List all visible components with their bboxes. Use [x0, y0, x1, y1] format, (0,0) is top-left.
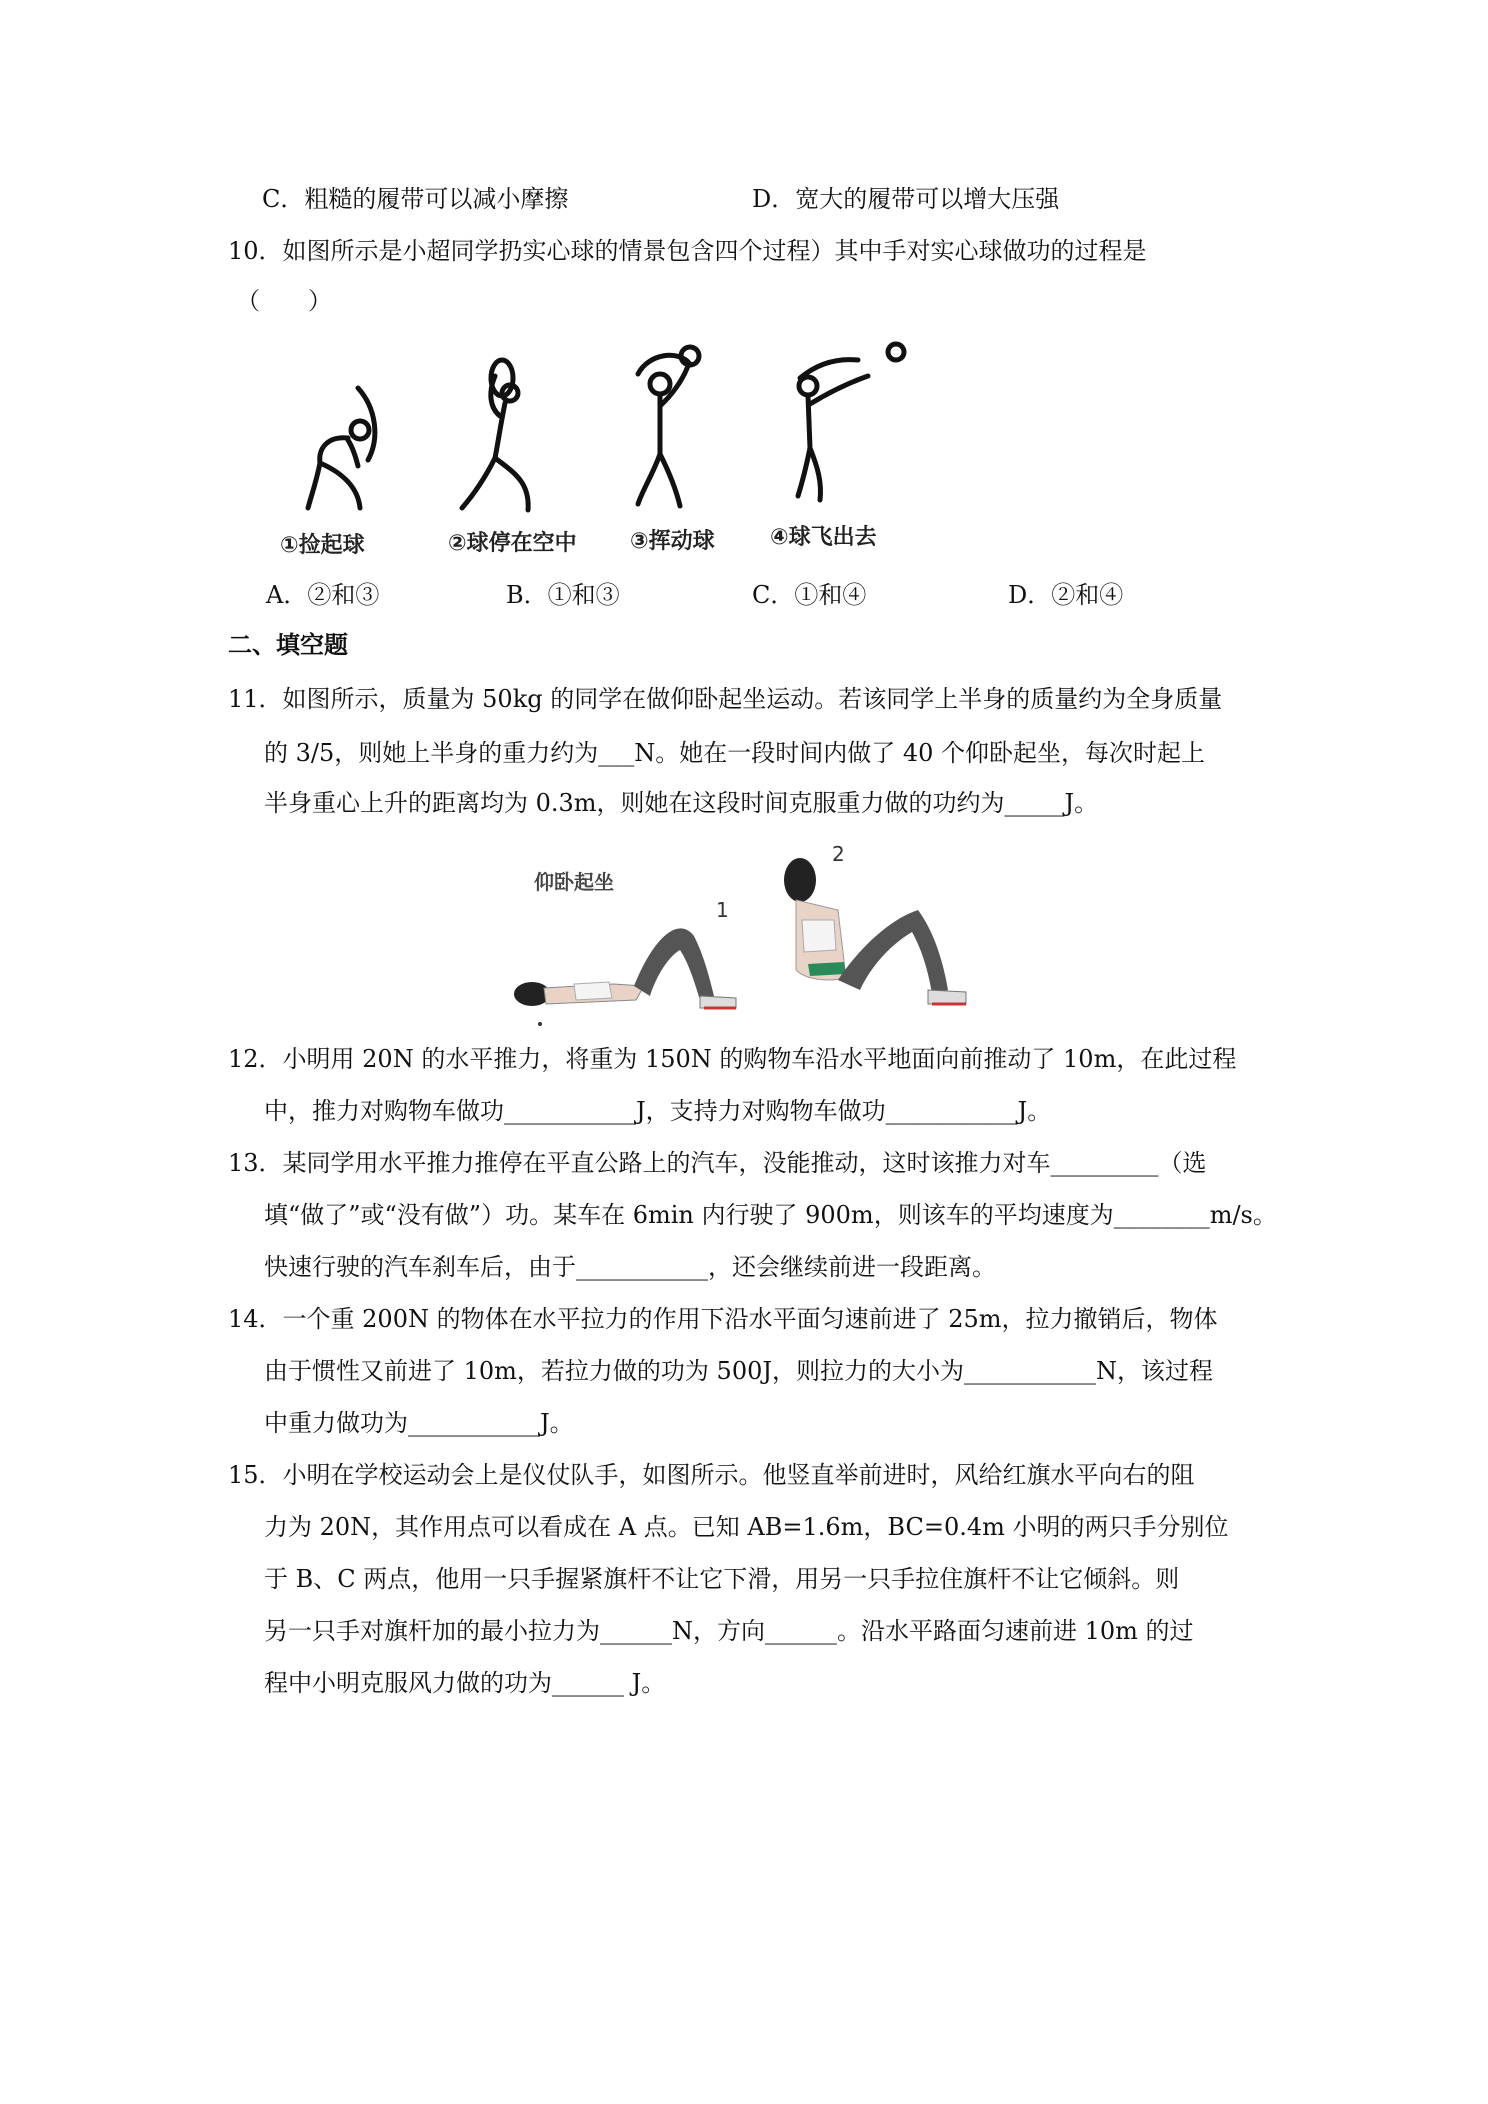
q11-figure-title: 仰卧起坐: [534, 870, 614, 894]
q14-line-1: 14．一个重 200N 的物体在水平拉力的作用下沿水平面匀速前进了 25m，拉力撤销后，物体: [228, 1305, 1218, 1333]
q10-option-a: A．②和③: [266, 581, 380, 609]
q9-option-d: D．宽大的履带可以增大压强: [752, 185, 1060, 213]
q11-situp-figure-lying: [504, 896, 754, 1026]
q15-line-2: 力为 20N，其作用点可以看成在 A 点。已知 AB=1.6m，BC=0.4m 小明的两只手分别位: [264, 1513, 1229, 1541]
q11-situp-figure-sitting: [768, 840, 1008, 1030]
q10-figure-label-2: ②球停在空中: [448, 531, 577, 556]
q13-line-2: 填“做了”或“没有做”）功。某车在 6min 内行驶了 900m，则该车的平均速度为________m/s。: [264, 1201, 1277, 1229]
q12-line-2: 中，推力对购物车做功___________J，支持力对购物车做功___________J。: [264, 1097, 1052, 1125]
q10-figure-pick-up-ball: [298, 378, 408, 518]
q10-figure-ball-in-air: [450, 348, 560, 518]
q10-figure-ball-flies: [778, 338, 918, 508]
q15-line-1: 15．小明在学校运动会上是仪仗队手，如图所示。他竖直举前进时，风给红旗水平向右的阻: [228, 1461, 1195, 1489]
q11-line-3: 半身重心上升的距离均为 0.3m，则她在这段时间克服重力做的功约为_____J。: [264, 789, 1099, 817]
q10-figure-swing-ball: [618, 344, 728, 514]
q10-stem: 10．如图所示是小超同学扔实心球的情景包含四个过程）其中手对实心球做功的过程是: [228, 237, 1147, 265]
q11-figure-mark-1: 1: [716, 898, 729, 922]
q11-line-1: 11．如图所示，质量为 50kg 的同学在做仰卧起坐运动。若该同学上半身的质量约为全身质量: [228, 685, 1223, 713]
q13-line-1: 13．某同学用水平推力推停在平直公路上的汽车，没能推动，这时该推力对车_________（选: [228, 1149, 1207, 1177]
section-2-heading: 二、填空题: [228, 630, 348, 659]
q9-option-c: C．粗糙的履带可以减小摩擦: [262, 185, 569, 213]
q10-option-b: B．①和③: [506, 581, 620, 609]
q14-line-2: 由于惯性又前进了 10m，若拉力做的功为 500J，则拉力的大小为___________N，该过程: [264, 1357, 1213, 1385]
q10-option-c: C．①和④: [752, 581, 867, 609]
q15-line-4: 另一只手对旗杆加的最小拉力为______N，方向______。沿水平路面匀速前进 10m 的过: [264, 1617, 1194, 1645]
q15-line-5: 程中小明克服风力做的功为______ J。: [264, 1669, 666, 1697]
q12-line-1: 12．小明用 20N 的水平推力，将重为 150N 的购物车沿水平地面向前推动了 10m，在此过程: [228, 1045, 1237, 1073]
q10-figure-label-4: ④球飞出去: [770, 525, 877, 550]
q11-figure-dot: [538, 1022, 542, 1026]
q10-figure-label-1: ①捡起球: [280, 533, 365, 558]
q10-figure-label-3: ③挥动球: [630, 529, 715, 554]
q13-line-3: 快速行驶的汽车刹车后，由于___________，还会继续前进一段距离。: [264, 1253, 996, 1281]
q10-option-d: D．②和④: [1008, 581, 1124, 609]
q11-figure-mark-2: 2: [832, 842, 845, 866]
q11-line-2: 的 3/5，则她上半身的重力约为___N。她在一段时间内做了 40 个仰卧起坐，每次时起上: [264, 739, 1206, 767]
q14-line-3: 中重力做功为___________J。: [264, 1409, 574, 1437]
q15-line-3: 于 B、C 两点，他用一只手握紧旗杆不让它下滑，用另一只手拉住旗杆不让它倾斜。则: [264, 1565, 1180, 1593]
q10-paren: （ ）: [236, 287, 332, 315]
